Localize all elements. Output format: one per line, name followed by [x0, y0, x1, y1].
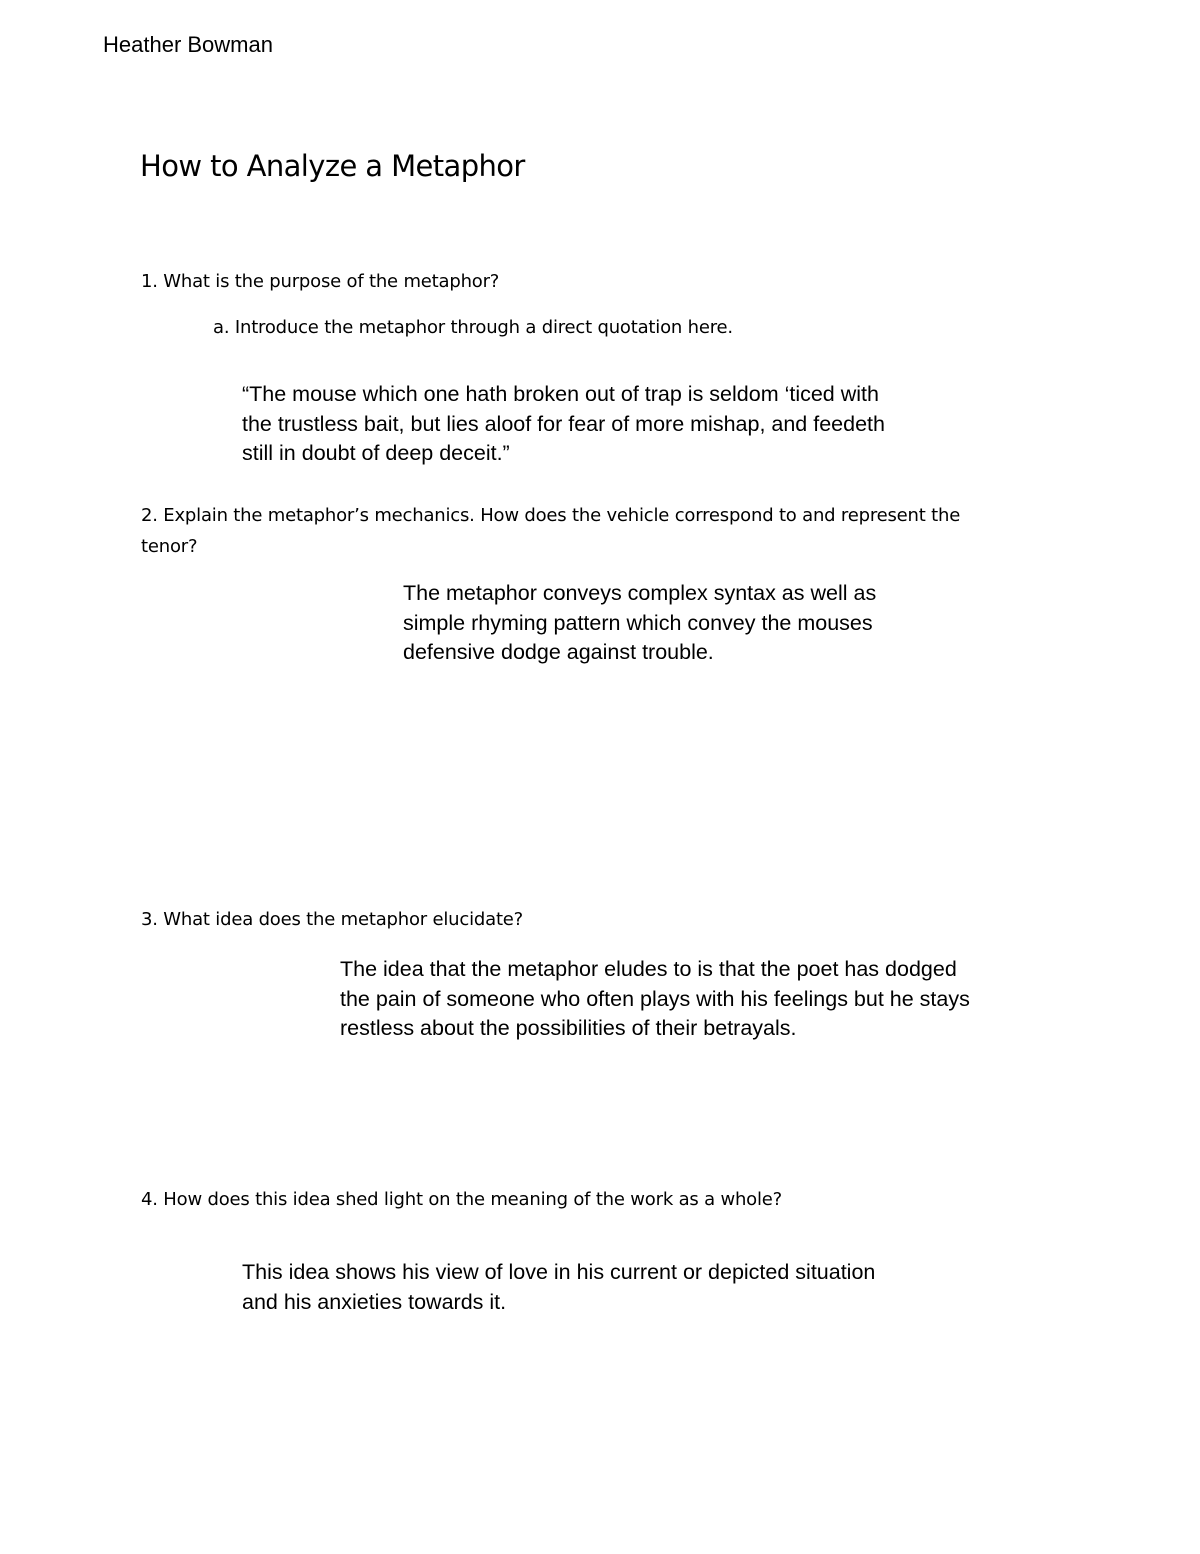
question-3: 3. What idea does the metaphor elucidate? — [141, 909, 524, 930]
question-2-line: tenor? — [141, 536, 198, 557]
answer-3 — [340, 955, 970, 1044]
question-4: 4. How does this idea shed light on the meaning of the work as a whole? — [141, 1189, 783, 1210]
answer-3-line: The idea that the metaphor eludes to is that the poet has dodged — [340, 957, 957, 981]
answer-4-line: and his anxieties towards it. — [242, 1289, 507, 1314]
answer-3-line: the pain of someone who often plays with his feelings but he stays — [340, 986, 970, 1011]
question-2 — [141, 500, 960, 562]
question-2-line: 2. Explain the metaphor’s mechanics. How does the vehicle correspond to and represent the — [141, 505, 961, 526]
author-name: Heather Bowman — [103, 32, 273, 57]
answer-3-line: restless about the possibilities of their betrayals. — [340, 1016, 797, 1040]
answer-4-line: This idea shows his view of love in his current or depicted situation — [242, 1260, 876, 1284]
quotation-line: the trustless bait, but lies aloof for fear of more mishap, and feedeth — [242, 411, 885, 436]
quotation-block — [242, 380, 885, 469]
answer-2-line: The metaphor conveys complex syntax as well as — [403, 581, 877, 605]
answer-2-line: simple rhyming pattern which convey the mouses — [403, 610, 873, 635]
question-1: 1. What is the purpose of the metaphor? — [141, 271, 500, 292]
answer-2-line: defensive dodge against trouble. — [403, 640, 714, 664]
quotation-line: still in doubt of deep deceit.” — [242, 441, 510, 465]
answer-2 — [403, 579, 876, 668]
answer-4 — [242, 1258, 875, 1317]
quotation-line: “The mouse which one hath broken out of trap is seldom ‘ticed with — [242, 382, 879, 406]
question-1a: a. Introduce the metaphor through a direct quotation here. — [213, 317, 733, 338]
page-title: How to Analyze a Metaphor — [140, 149, 525, 183]
